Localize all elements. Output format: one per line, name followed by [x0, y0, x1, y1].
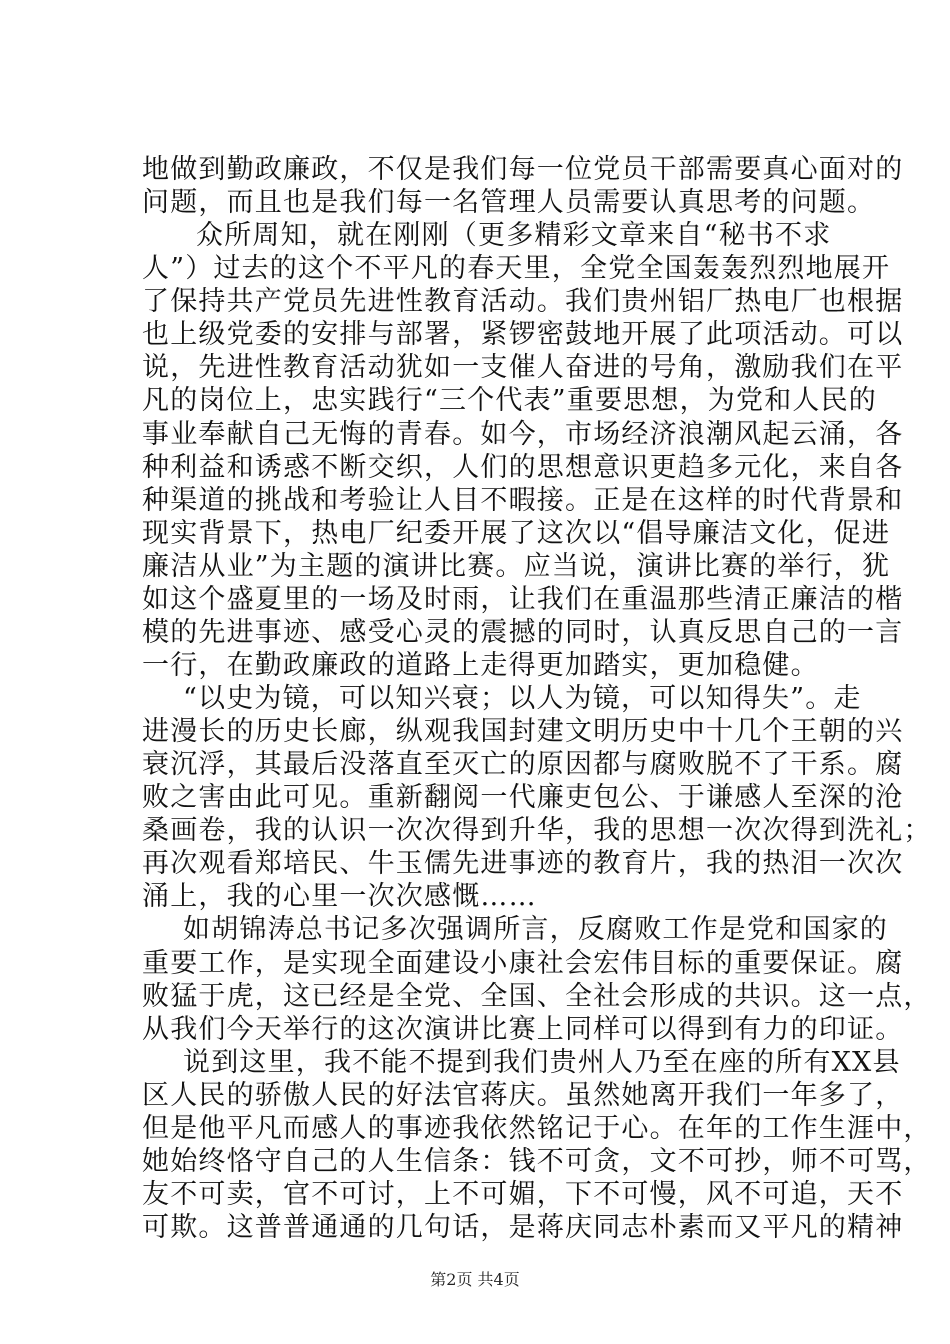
text-line: 一行，在勤政廉政的道路上走得更加踏实，更加稳健。	[142, 650, 819, 681]
text-line: 事业奉献自己无悔的青春。如今，市场经济浪潮风起云涌，各	[142, 419, 904, 450]
text-line: 重要工作，是实现全面建设小康社会宏伟目标的重要保证。腐	[142, 948, 904, 979]
text-line: 可欺。这普普通通的几句话，是蒋庆同志朴素而又平凡的精神	[142, 1212, 904, 1243]
text-line: 涌上，我的心里一次次感慨……	[142, 881, 537, 912]
text-line: 众所周知，就在刚刚（更多精彩文章来自“秘书不求	[196, 220, 832, 251]
text-line: 她始终恪守自己的人生信条：钱不可贪，文不可抄，师不可骂，	[142, 1146, 932, 1177]
text-line: 了保持共产党员先进性教育活动。我们贵州铝厂热电厂也根据	[142, 286, 904, 317]
text-line: 现实背景下，热电厂纪委开展了这次以“倡导廉洁文化，促进	[142, 518, 891, 549]
text-line: 衰沉浮，其最后没落直至灭亡的原因都与腐败脱不了干系。腐	[142, 749, 904, 780]
text-line: 问题，而且也是我们每一名管理人员需要认真思考的问题。	[142, 187, 876, 218]
text-line: 廉洁从业”为主题的演讲比赛。应当说，演讲比赛的举行，犹	[142, 551, 891, 582]
text-line: 区人民的骄傲人民的好法官蒋庆。虽然她离开我们一年多了，	[142, 1080, 904, 1111]
text-line: 如胡锦涛总书记多次强调所言，反腐败工作是党和国家的	[183, 914, 888, 945]
text-line: 败之害由此可见。重新翻阅一代廉吏包公、于谦感人至深的沧	[142, 782, 904, 813]
text-line: 再次观看郑培民、牛玉儒先进事迹的教育片，我的热泪一次次	[142, 848, 904, 879]
text-line: 如这个盛夏里的一场及时雨，让我们在重温那些清正廉洁的楷	[142, 584, 904, 615]
page-footer	[0, 1270, 950, 1290]
text-line: 但是他平凡而感人的事迹我依然铭记于心。在年的工作生涯中，	[142, 1113, 932, 1144]
text-line: 人”）过去的这个不平凡的春天里，全党全国轰轰烈烈地展开	[142, 253, 891, 284]
text-line: 从我们今天举行的这次演讲比赛上同样可以得到有力的印证。	[142, 1014, 904, 1045]
text-line: 也上级党委的安排与部署，紧锣密鼓地开展了此项活动。可以	[142, 319, 904, 350]
text-line: 说，先进性教育活动犹如一支催人奋进的号角，激励我们在平	[142, 352, 904, 383]
text-line: 种利益和诱惑不断交织，人们的思想意识更趋多元化，来自各	[142, 452, 904, 483]
text-line: 桑画卷，我的认识一次次得到升华，我的思想一次次得到洗礼；	[142, 815, 932, 846]
text-line: 凡的岗位上，忠实践行“三个代表”重要思想，为党和人民的	[142, 385, 878, 416]
text-line: 说到这里，我不能不提到我们贵州人乃至在座的所有XX县	[183, 1047, 901, 1078]
text-line: 地做到勤政廉政，不仅是我们每一位党员干部需要真心面对的	[142, 154, 904, 185]
text-line: 模的先进事迹、感受心灵的震撼的同时，认真反思自己的一言	[142, 617, 904, 648]
text-line: 种渠道的挑战和考验让人目不暇接。正是在这样的时代背景和	[142, 485, 904, 516]
text-line: 进漫长的历史长廊，纵观我国封建文明历史中十几个王朝的兴	[142, 716, 904, 747]
text-line: “以史为镜，可以知兴衰；以人为镜，可以知得失”。走	[183, 683, 862, 714]
text-line: 败猛于虎，这已经是全党、全国、全社会形成的共识。这一点，	[142, 981, 932, 1012]
page-number-label: 第2页 共4页	[430, 1270, 520, 1289]
text-line: 友不可卖，官不可讨，上不可媚，下不可慢，风不可追，天不	[142, 1179, 904, 1210]
